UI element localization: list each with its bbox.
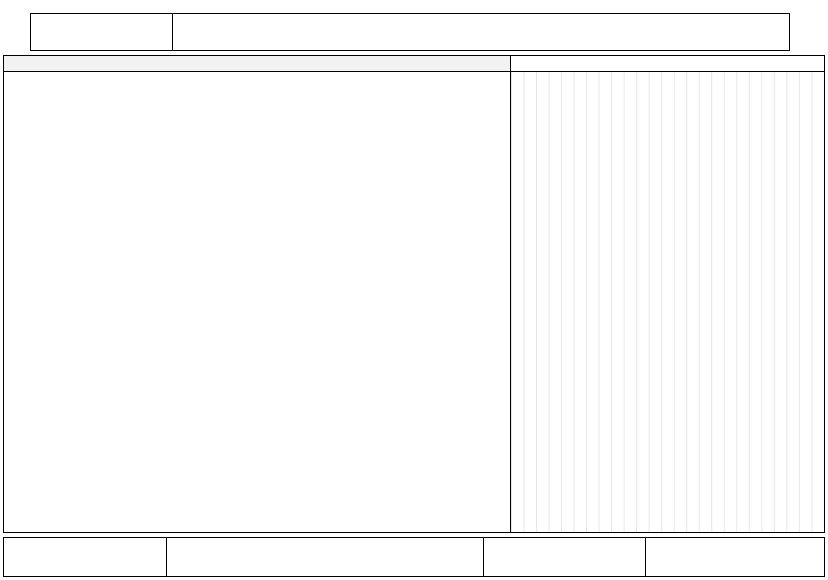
project-info: [484, 538, 646, 576]
activity-table: [4, 56, 511, 532]
title-block-footer: [3, 537, 825, 577]
contract-title-block: [173, 14, 789, 50]
gantt-chart: [511, 56, 824, 532]
gantt-body: [511, 72, 824, 532]
schedule-area: [3, 55, 825, 533]
report-page: [3, 3, 825, 577]
revision-table: [646, 538, 824, 576]
column-header-row: [4, 56, 510, 72]
page-header: [30, 13, 790, 51]
programme-title-block: [167, 538, 484, 576]
legend: [4, 538, 167, 576]
date-box: [31, 14, 173, 50]
gantt-timescale: [511, 56, 824, 72]
